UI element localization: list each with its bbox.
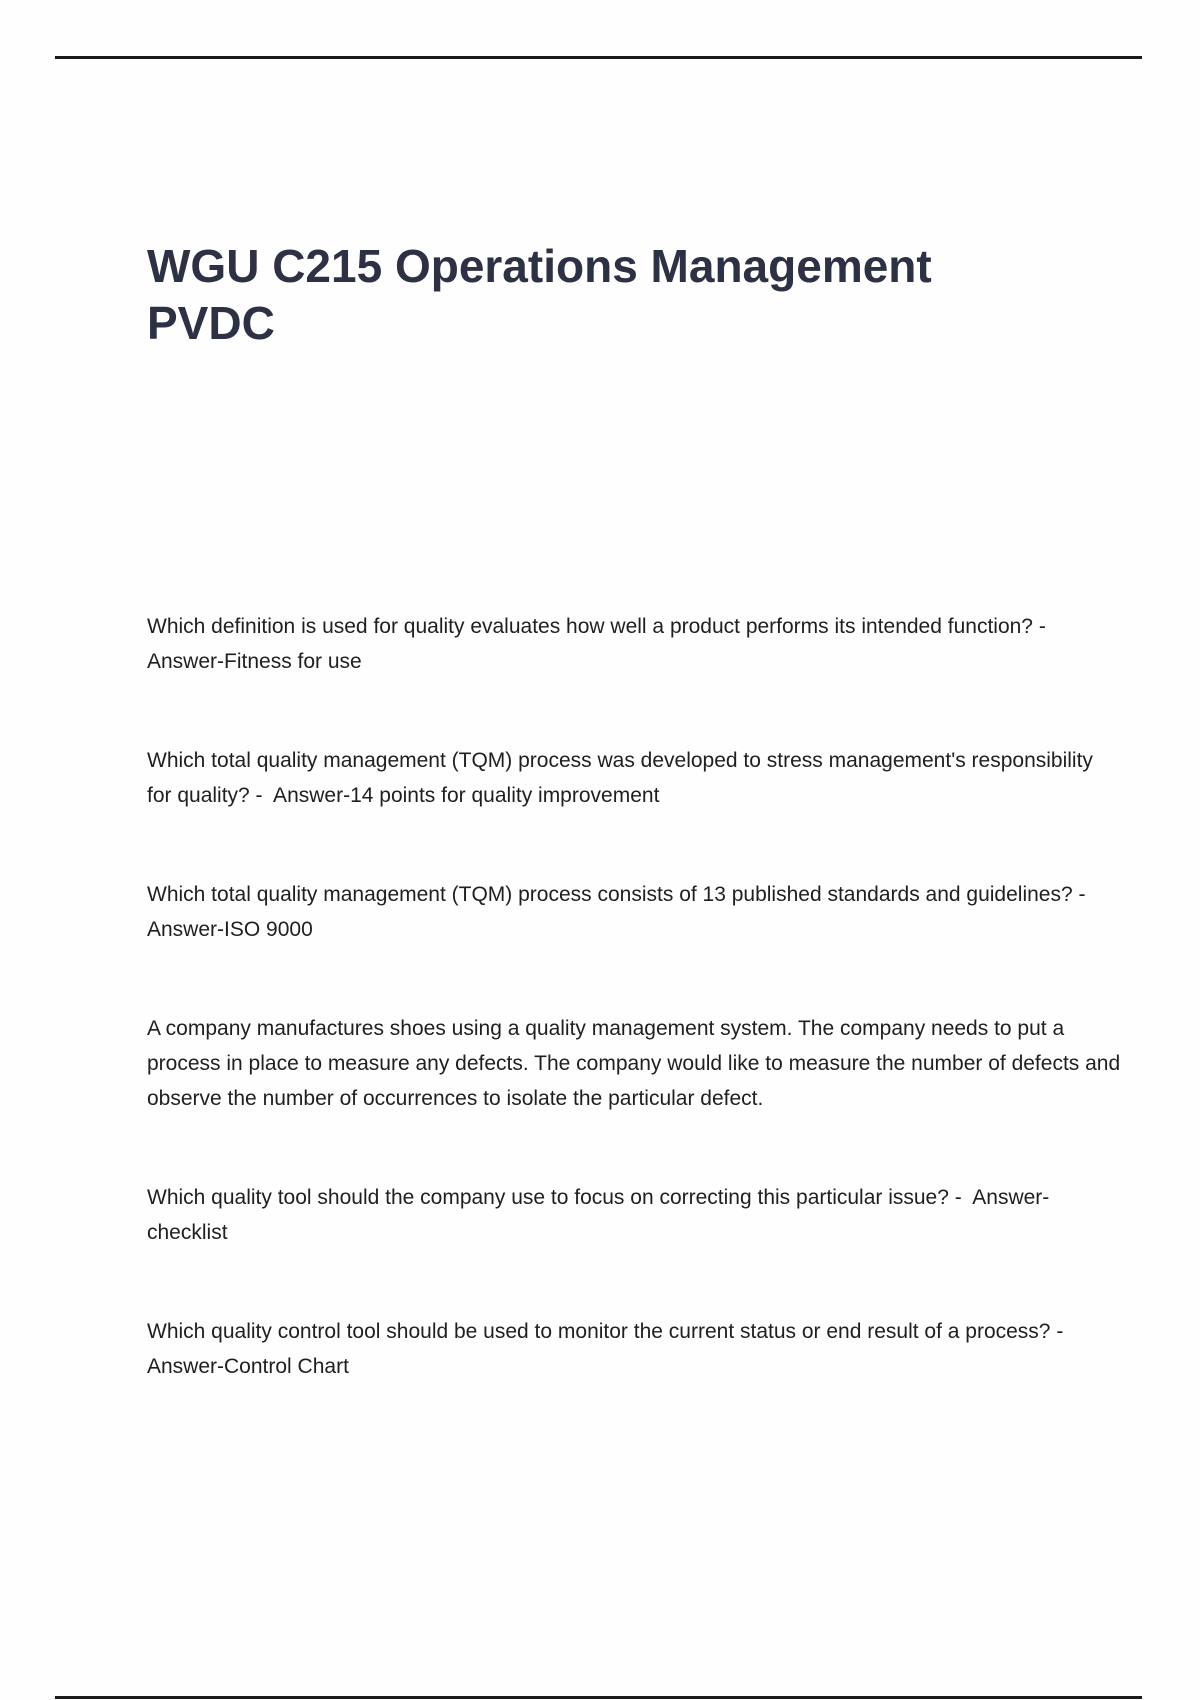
paragraph-line: Which total quality management (TQM) process consists of 13 published standards and guidelines? - — [147, 883, 1086, 906]
paragraph-line: Answer-Control Chart — [147, 1355, 349, 1378]
qa-paragraph — [147, 877, 1137, 947]
document-title-line-1: WGU C215 Operations Management — [147, 240, 932, 292]
paragraph-line: checklist — [147, 1221, 228, 1244]
paragraph-line: Which definition is used for quality evaluates how well a product performs its intended function? - — [147, 615, 1046, 638]
bottom-divider — [55, 1696, 1142, 1699]
qa-paragraph — [147, 1314, 1137, 1384]
qa-paragraph — [147, 1180, 1137, 1250]
qa-paragraphs — [147, 609, 1137, 1448]
qa-paragraph — [147, 609, 1137, 679]
paragraph-line: Which total quality management (TQM) process was developed to stress management's responsibility — [147, 749, 1093, 772]
qa-paragraph — [147, 1011, 1137, 1116]
qa-paragraph — [147, 743, 1137, 813]
paragraph-line: Which quality control tool should be used to monitor the current status or end result of a process? - — [147, 1320, 1064, 1343]
paragraph-line: process in place to measure any defects. The company would like to measure the number of defects and — [147, 1052, 1121, 1075]
paragraph-line: for quality? - Answer-14 points for quality improvement — [147, 784, 660, 807]
document-title — [147, 238, 1127, 352]
top-divider — [55, 56, 1142, 59]
paragraph-line: Answer-ISO 9000 — [147, 918, 313, 941]
document-title-line-2: PVDC — [147, 297, 275, 349]
paragraph-line: observe the number of occurrences to isolate the particular defect. — [147, 1087, 764, 1110]
paragraph-line: A company manufactures shoes using a quality management system. The company needs to put a — [147, 1017, 1065, 1040]
paragraph-line: Which quality tool should the company use to focus on correcting this particular issue? - Answer- — [147, 1186, 1050, 1209]
paragraph-line: Answer-Fitness for use — [147, 650, 362, 673]
